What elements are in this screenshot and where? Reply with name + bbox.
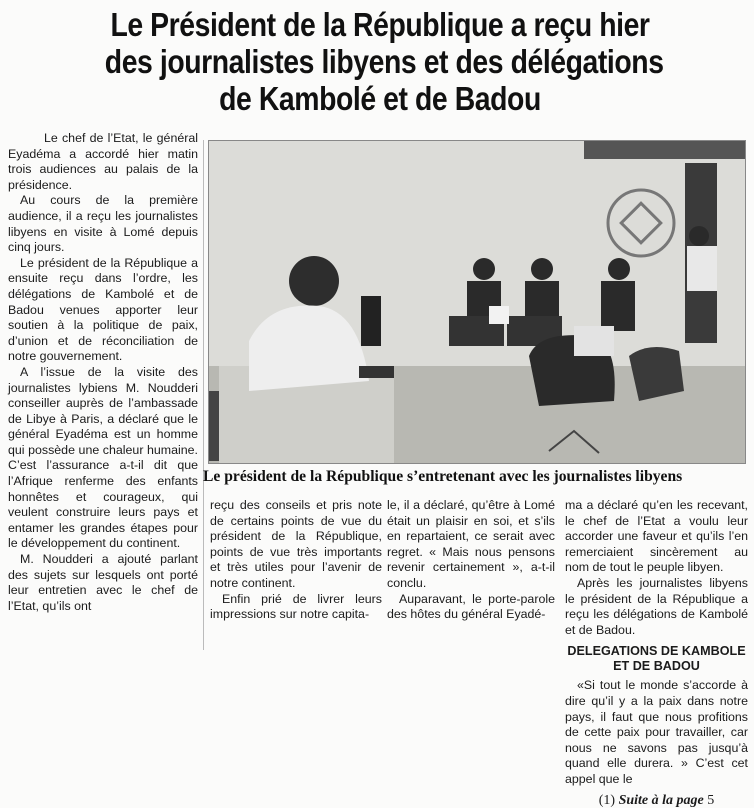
article-column-3 (387, 498, 555, 623)
continuation-page: 5 (707, 793, 714, 808)
headline-line: Le Président de la République a reçu hier (105, 6, 655, 43)
column-divider (203, 140, 204, 650)
paragraph: A l’issue de la visite des journalistes lybiens M. Noudderi conseiller auprès de l’ambassade de Libye à Paris, a déclaré que le général Eyadéma est un homme qui possède une chaleur humaine. C’est l’assurance a-t-il dit que l’Afrique renferme des enfants honnêtes et courageux, qui veulent construire leurs pays et entamer les grandes étapes pour le développement du continent. (8, 365, 198, 552)
paragraph: reçu des conseils et pris note de certains points de vue du président de la République, points de vue très importants et très utiles pour l’avenir de notre continent. (210, 498, 382, 592)
paragraph: ma a déclaré qu’en les recevant, le chef de l’Etat a voulu leur accorder une faveur et qu’ils l’en remerciaient sincèrement au nom de tout le peuple libyen. (565, 498, 748, 576)
paragraph: M. Noudderi a ajouté parlant des sujets sur lesquels ont porté leur entretien avec le chef de l’Etat, qu’ils ont (8, 552, 198, 614)
photo-illustration (209, 141, 745, 463)
continuation-note[interactable] (565, 793, 748, 808)
paragraph: le, il a déclaré, qu’être à Lomé était un plaisir en soi, et s’ils en repartaient, ce serait avec regret. « Mais nous pensons revenir certainement », a-t-il conclu. (387, 498, 555, 592)
paragraph: Après les journalistes libyens le président de la République a reçu les délégations de Kambolé et de Badou. (565, 576, 748, 638)
article-column-2 (210, 498, 382, 623)
article-column-1 (8, 131, 198, 614)
headline-line: des journalistes libyens et des délégations (105, 43, 655, 80)
paragraph: Enfin prié de livrer leurs impressions sur notre capita- (210, 592, 382, 623)
paragraph: Auparavant, le porte-parole des hôtes du général Eyadé- (387, 592, 555, 623)
news-photo (208, 140, 746, 464)
paragraph: Le chef de l’Etat, le général Eyadéma a accordé hier matin trois audiences au palais de la présidence. (8, 131, 198, 193)
headline (105, 6, 655, 117)
article-column-4 (565, 498, 748, 808)
paragraph: Au cours de la première audience, il a reçu les journalistes libyens en visite à Lomé depuis cinq jours. (8, 193, 198, 255)
paragraph: Le président de la République a ensuite reçu dans l’ordre, les délégations de Kambolé et de Badou venues apporter leur soutien à la politique de paix, d’union et de réconciliation de notre gouvernement. (8, 256, 198, 365)
paragraph: «Si tout le monde s’accorde à dire qu’il y a la paix dans notre pays, il faut que nous profitions de cette paix pour travailler, car nous ne savons pas jusqu’à quand elle durera. » C’est cet appel que le (565, 678, 748, 787)
continuation-number: (1) (599, 793, 615, 808)
section-subheading: DELEGATIONS DE KAMBOLE ET DE BADOU (565, 644, 748, 674)
photo-caption: Le président de la République s’entretenant avec les journalistes libyens (203, 468, 754, 486)
continuation-text: Suite à la page (619, 793, 704, 808)
headline-line: de Kambolé et de Badou (105, 80, 655, 117)
